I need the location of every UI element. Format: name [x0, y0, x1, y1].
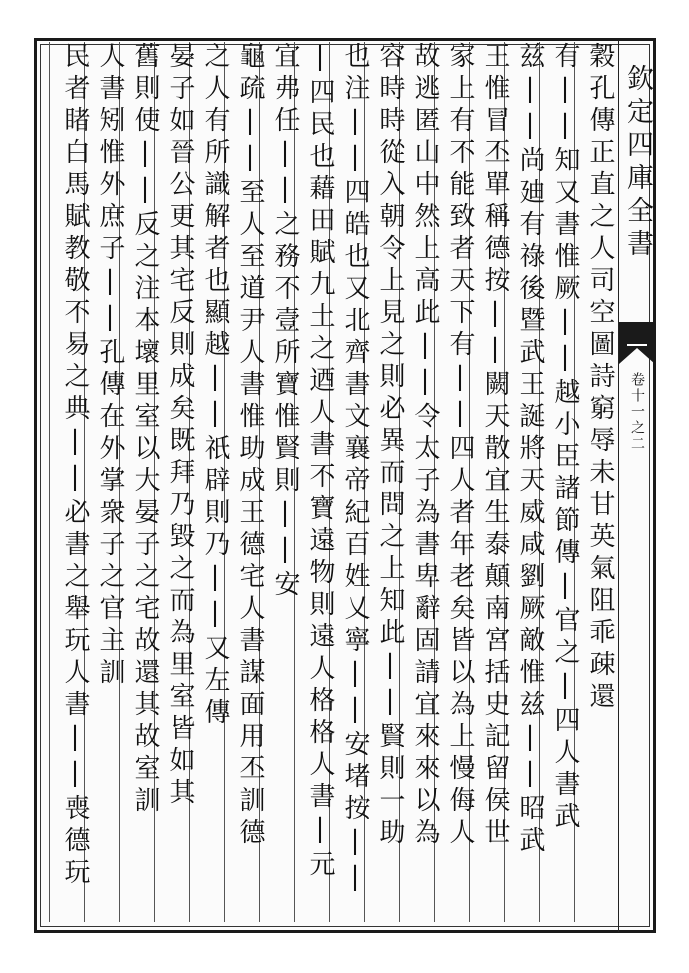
- text-column: |四民也藉田賦九土之迺人書不寶遠物則遠人格格人書|元: [294, 42, 344, 922]
- text-column: 舊則使||反之注本壞里室以大晏子之宅故還其故室訓: [119, 42, 169, 922]
- text-column: 王惟冒丕單稱德按||闕天散宜生泰顛南宮括史記留侯世: [469, 42, 519, 922]
- text-column: 人書矧惟外庶子||孔傳在外掌衆子之官主訓: [84, 42, 134, 922]
- text-column: 民者睹白馬賦教敬不易之典||必書之舉玩人書||喪德玩: [49, 42, 99, 922]
- fish-tail-mark-icon: [619, 322, 655, 364]
- text-column: 宜弗任||之務不壹所寶惟賢則||安: [259, 42, 309, 922]
- text-column: 也注||四皓也又北齊書文襄帝紀百姓乂寧||安堵按||: [329, 42, 379, 922]
- text-body: [58, 42, 616, 922]
- chapter-label: 卷十一之二: [629, 372, 645, 452]
- text-column: 故逃匿山中然上高此||令太子為書卑辭固請宜來來以為: [399, 42, 449, 922]
- text-column: 晏子如晉公更其宅反則成矣既拜乃毀之而為里室皆如其: [154, 42, 204, 922]
- text-column: 容時時從入朝令上見之則必異而問之上知此||賢則一助: [364, 42, 414, 922]
- text-column: 兹||尚廸有祿後暨武王誕將天威咸劉厥敵惟兹||昭武: [504, 42, 554, 922]
- text-column: 有||知又書惟厥||越小臣諸節傳|官之|四人書武: [539, 42, 589, 922]
- text-column: 龜疏||至人至道尹人書惟助成王德宅人書謀面用丕訓德: [224, 42, 274, 922]
- text-column: 之人有所識解者也顯越||祇辟則乃||又左傳: [189, 42, 239, 922]
- book-title: 欽定四庫全書: [622, 64, 653, 262]
- text-column: 穀孔傳正直之人司空圖詩窮辱未甘英氣阻乖疎還: [574, 42, 624, 922]
- text-column: 家上有不能致者天下有||四人者年老矣皆以為上慢侮人: [434, 42, 484, 922]
